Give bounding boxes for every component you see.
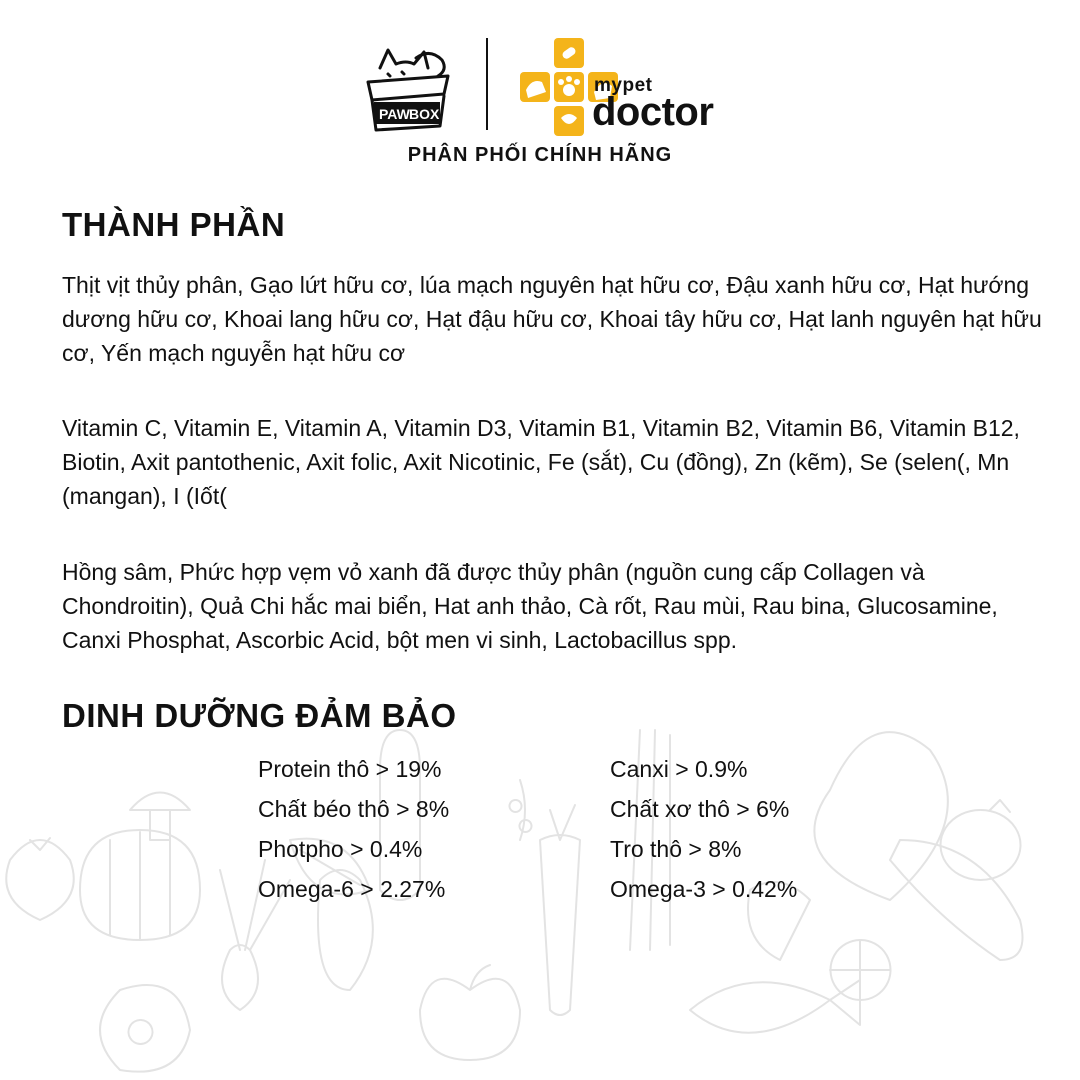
logo-divider (486, 38, 488, 130)
fish-doodle (690, 980, 860, 1033)
ingredients-paragraph-1: Thịt vịt thủy phân, Gạo lứt hữu cơ, lúa mạch nguyên hạt hữu cơ, Đậu xanh hữu cơ, Hạt hướng dương hữu cơ, Khoai lang hữu cơ, Hạt đậu hữu cơ, Khoai tây hữu cơ, Hạt lanh nguyên hạt hữu cơ, Yến mạch nguyễn hạt hữu cơ (62, 272, 1042, 366)
ingredients-title: THÀNH PHẦN (62, 206, 286, 243)
brand-header (0, 30, 1080, 170)
tomato-doodle (6, 838, 74, 920)
cucumber-doodle (890, 840, 1023, 960)
pumpkin-doodle (80, 830, 200, 940)
apple-doodle (420, 965, 520, 1060)
heart-doodle (814, 732, 947, 900)
distribution-label: PHÂN PHỐI CHÍNH HÃNG (407, 144, 673, 166)
ingredients-paragraph-3: Hồng sâm, Phức hợp vẹm vỏ xanh đã được thủy phân (nguồn cung cấp Collagen và Chondroitin), Quả Chi hắc mai biển, Hat anh thảo, Cà rốt, Rau mùi, Rau bina, Glucosamine, Canxi Phosphat, Ascorbic Acid, bột men vi sinh, Lactobacillus spp. (62, 559, 998, 653)
nutrition-list-left (258, 749, 449, 909)
mypet-wordmark: mypet (594, 75, 653, 96)
nutrition-item: Photpho > 0.4% (258, 836, 423, 862)
nutrition-item: Omega-6 > 2.27% (258, 876, 446, 902)
ingredients-paragraph-2: Vitamin C, Vitamin E, Vitamin A, Vitamin D3, Vitamin B1, Vitamin B2, Vitamin B6, Vitamin B12, Biotin, Axit pantothenic, Axit folic, Axit Nicotinic, Fe (sắt), Cu (đồng), Zn (kẽm), Se (selen(, Mn (mangan), I (Iốt( (62, 415, 1020, 509)
nutrition-list-right (610, 749, 797, 909)
lemon-doodle (830, 940, 891, 1000)
pawbox-logo (358, 38, 458, 138)
svg-text:BOX: BOX (409, 106, 440, 122)
nutrition-item: Canxi > 0.9% (610, 756, 748, 782)
nutrition-item: Tro thô > 8% (610, 836, 742, 862)
nutrition-item: Chất béo thô > 8% (258, 796, 450, 822)
nutrition-title: DINH DƯỠNG ĐẢM BẢO (62, 697, 457, 734)
berries-doodle (510, 780, 532, 840)
svg-text:PAW: PAW (379, 106, 410, 122)
food-doodle-background (0, 690, 1080, 1080)
nutrition-item: Protein thô > 19% (258, 756, 442, 782)
nutrition-item: Omega-3 > 0.42% (610, 876, 798, 902)
doctor-wordmark: doctor (592, 90, 714, 134)
carrot-doodle (540, 805, 580, 1015)
avocado-doodle (100, 985, 190, 1072)
nutrition-item: Chất xơ thô > 6% (610, 796, 790, 822)
